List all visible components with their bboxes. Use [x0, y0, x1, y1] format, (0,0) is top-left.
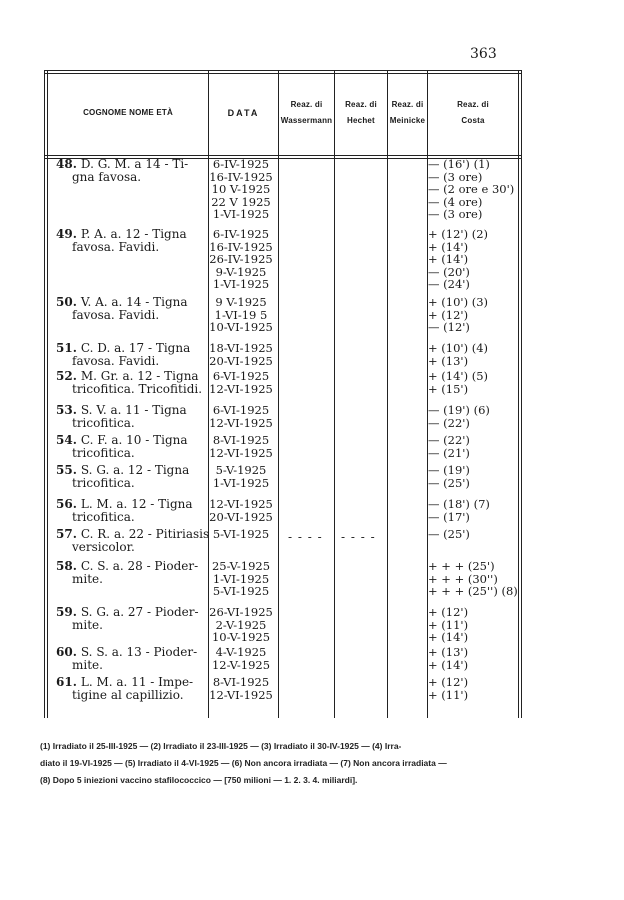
costa-value: + (14') — [428, 252, 469, 266]
costa-value: + (14') — [428, 657, 469, 672]
entry-text: mite. — [72, 617, 103, 632]
entry-dates — [206, 606, 276, 644]
patient-entry — [56, 606, 212, 631]
date-value: 20-VI-1925 — [209, 509, 273, 524]
entry-dates — [206, 676, 276, 701]
date-value: 10 V-1925 — [211, 182, 271, 196]
entry-text: tricofitica. — [72, 445, 135, 460]
entry-text: favosa. Favidi. — [72, 307, 160, 322]
entry-text: P. A. a. 12 - Tigna — [80, 227, 187, 241]
costa-value: — (3 ore) — [428, 207, 483, 221]
entry-text: tricofitica. — [72, 415, 135, 430]
patient-entry — [56, 528, 212, 553]
date-value: 26-VI-1925 — [209, 605, 273, 619]
costa-results — [428, 158, 524, 221]
entry-text: tigine al capillizio. — [72, 687, 184, 702]
costa-value: + (12') — [428, 675, 469, 689]
footnote-line: (8) Dopo 5 iniezioni vaccino stafilococcico — [750 milioni — 1. 2. 3. 4. miliardi]. — [40, 775, 358, 785]
page-number: 363 — [470, 46, 497, 62]
costa-value: + (15') — [428, 381, 469, 396]
patient-entry — [56, 434, 212, 459]
costa-value: + + + (25') — [428, 559, 495, 573]
costa-value: + (14') (5) — [428, 369, 489, 383]
costa-value: — (12') — [428, 320, 470, 334]
row57-wassermann-dashes: - - - - — [288, 530, 323, 544]
entry-text: S. G. a. 27 - Pioder- — [80, 605, 199, 619]
date-value: 25-V-1925 — [211, 559, 271, 573]
patient-entry — [56, 676, 212, 701]
costa-value: — (3 ore) — [428, 169, 483, 184]
patient-entry — [56, 560, 212, 585]
date-value: 5-VI-1925 — [212, 527, 270, 541]
entry-number: 56. — [56, 497, 77, 511]
entry-text: S. S. a. 13 - Pioder- — [80, 645, 198, 659]
date-value: 26-IV-1925 — [209, 252, 273, 266]
entry-text: C. R. a. 22 - Pitiriasis — [80, 527, 210, 541]
entry-text: C. F. a. 10 - Tigna — [80, 433, 188, 447]
entry-dates — [206, 560, 276, 598]
entry-text: L. M. a. 12 - Tigna — [80, 497, 193, 511]
entry-number: 57. — [56, 527, 77, 541]
costa-value: — (2 ore e 30') — [428, 182, 515, 196]
entry-dates — [206, 404, 276, 429]
entry-dates — [206, 498, 276, 523]
date-value: 1-VI-1925 — [212, 475, 270, 490]
date-value: 12-VI-1925 — [209, 687, 273, 702]
costa-results — [428, 342, 524, 367]
costa-results — [428, 676, 524, 701]
entry-text: V. A. a. 14 - Tigna — [80, 295, 188, 309]
date-value: 16-IV-1925 — [209, 239, 273, 254]
date-value: 12-VI-1925 — [209, 445, 273, 460]
costa-results — [428, 560, 524, 598]
costa-value: + (10') (3) — [428, 295, 489, 309]
costa-value: + (14') — [428, 630, 469, 644]
costa-value: + (11') — [428, 617, 469, 632]
costa-value: — (21') — [428, 445, 470, 460]
entry-dates — [206, 464, 276, 489]
date-value: 1-VI-1925 — [212, 571, 270, 586]
date-value: 10-VI-1925 — [209, 320, 273, 334]
costa-value: + + + (30'') — [428, 571, 498, 586]
entry-number: 51. — [56, 341, 77, 355]
row57-hechet-dashes: - - - - — [341, 530, 376, 544]
entry-text: versicolor. — [72, 539, 135, 554]
costa-value: + (12') (2) — [428, 227, 489, 241]
costa-results — [428, 464, 524, 489]
costa-results — [428, 296, 524, 334]
date-value: 9-V-1925 — [215, 264, 267, 279]
costa-value: — (25') — [428, 475, 470, 490]
entry-dates — [206, 228, 276, 291]
costa-value: — (25') — [428, 527, 470, 541]
footnote-line: diato il 19-VI-1925 — (5) Irradiato il 4-VI-1925 — (6) Non ancora irradiata — (7) Non ancora irradiata — — [40, 758, 447, 768]
costa-value: + (13') — [428, 645, 469, 659]
patient-entry — [56, 370, 212, 395]
costa-value: — (4 ore) — [428, 194, 483, 209]
header-wassermann: Reaz. di Wassermann — [280, 100, 333, 125]
patient-entry — [56, 646, 212, 671]
entry-text: mite. — [72, 657, 103, 672]
entry-number: 55. — [56, 463, 77, 477]
date-value: 1-VI-19 5 — [214, 307, 268, 322]
costa-results — [428, 434, 524, 459]
costa-value: + (10') (4) — [428, 341, 489, 355]
date-value: 5-VI-1925 — [212, 584, 270, 598]
date-value: 9 V-1925 — [215, 295, 267, 309]
costa-value: + (12') — [428, 307, 469, 322]
entry-text: tricofitica. — [72, 509, 135, 524]
costa-value: + + + (25'') (8) — [428, 584, 518, 598]
footnotes — [40, 738, 524, 789]
costa-results — [428, 370, 524, 395]
date-value: 1-VI-1925 — [212, 277, 270, 291]
date-value: 20-VI-1925 — [209, 353, 273, 368]
costa-value: — (22') — [428, 415, 470, 430]
entry-number: 58. — [56, 559, 77, 573]
costa-value: — (17') — [428, 509, 470, 524]
patient-entry — [56, 464, 212, 489]
entry-text: S. G. a. 12 - Tigna — [80, 463, 190, 477]
entry-dates — [206, 528, 276, 541]
entry-text: C. D. a. 17 - Tigna — [80, 341, 191, 355]
date-value: 16-IV-1925 — [209, 169, 273, 184]
date-value: 6-VI-1925 — [212, 369, 270, 383]
costa-value: — (18') (7) — [428, 497, 490, 511]
entry-text: C. S. a. 28 - Pioder- — [80, 559, 199, 573]
date-value: 6-IV-1925 — [212, 157, 270, 171]
header-hechet: Reaz. di Hechet — [345, 100, 377, 125]
costa-value: — (16') (1) — [428, 157, 490, 171]
patient-entry — [56, 404, 212, 429]
patient-entry — [56, 498, 212, 523]
entry-text: S. V. a. 11 - Tigna — [80, 403, 187, 417]
entry-text: favosa. Favidi. — [72, 353, 160, 368]
costa-results — [428, 528, 524, 541]
date-value: 8-VI-1925 — [212, 675, 270, 689]
date-value: 12-V-1925 — [211, 657, 271, 672]
entry-text: tricofitica. — [72, 475, 135, 490]
entry-dates — [206, 158, 276, 221]
entry-number: 48. — [56, 157, 77, 171]
entry-text: M. Gr. a. 12 - Tigna — [80, 369, 199, 383]
entry-number: 49. — [56, 227, 77, 241]
entry-number: 52. — [56, 369, 77, 383]
costa-value: — (19') — [428, 463, 470, 477]
date-value: 12-VI-1925 — [209, 415, 273, 430]
entry-number: 59. — [56, 605, 77, 619]
costa-results — [428, 606, 524, 644]
costa-value: + (12') — [428, 605, 469, 619]
date-value: 12-VI-1925 — [209, 497, 273, 511]
entry-text: favosa. Favidi. — [72, 239, 160, 254]
entry-text: D. G. M. a 14 - Ti- — [80, 157, 189, 171]
entry-dates — [206, 646, 276, 671]
footnote-line: (1) Irradiato il 25-III-1925 — (2) Irradiato il 23-III-1925 — (3) Irradiato il 30-IV-1925 — (4) Irra- — [40, 741, 402, 751]
costa-results — [428, 498, 524, 523]
date-value: 6-IV-1925 — [212, 227, 270, 241]
header-name: COGNOME NOME ETÀ — [83, 108, 173, 117]
header-costa: Reaz. di Costa — [457, 100, 489, 125]
patient-entry — [56, 228, 212, 253]
entry-text: mite. — [72, 571, 103, 586]
costa-results — [428, 228, 524, 291]
costa-value: — (22') — [428, 433, 470, 447]
entry-number: 53. — [56, 403, 77, 417]
costa-value: — (19') (6) — [428, 403, 490, 417]
costa-value: — (24') — [428, 277, 470, 291]
entry-dates — [206, 434, 276, 459]
date-value: 2-V-1925 — [215, 617, 267, 632]
entry-dates — [206, 342, 276, 367]
patient-entry — [56, 158, 212, 183]
entry-dates — [206, 370, 276, 395]
costa-value: + (11') — [428, 687, 469, 702]
entry-text: gna favosa. — [72, 169, 142, 184]
costa-results — [428, 404, 524, 429]
date-value: 12-VI-1925 — [209, 381, 273, 396]
patient-entry — [56, 342, 212, 367]
date-value: 6-VI-1925 — [212, 403, 270, 417]
entry-number: 61. — [56, 675, 77, 689]
entry-number: 50. — [56, 295, 77, 309]
date-value: 8-VI-1925 — [212, 433, 270, 447]
entry-number: 54. — [56, 433, 77, 447]
date-value: 22 V 1925 — [211, 194, 271, 209]
date-value: 10-V-1925 — [211, 630, 271, 644]
entry-text: tricofitica. Tricofitidi. — [72, 381, 203, 396]
entry-dates — [206, 296, 276, 334]
patient-entry — [56, 296, 212, 321]
costa-value: + (13') — [428, 353, 469, 368]
entry-text: L. M. a. 11 - Impe- — [80, 675, 194, 689]
header-date: DATA — [227, 108, 260, 118]
costa-value: + (14') — [428, 239, 469, 254]
date-value: 5-V-1925 — [215, 463, 267, 477]
header-meinicke: Reaz. di Meinicke — [389, 100, 426, 125]
date-value: 1-VI-1925 — [212, 207, 270, 221]
costa-value: — (20') — [428, 264, 470, 279]
date-value: 18-VI-1925 — [209, 341, 273, 355]
results-table — [44, 70, 522, 718]
entry-number: 60. — [56, 645, 77, 659]
costa-results — [428, 646, 524, 671]
date-value: 4-V-1925 — [215, 645, 267, 659]
